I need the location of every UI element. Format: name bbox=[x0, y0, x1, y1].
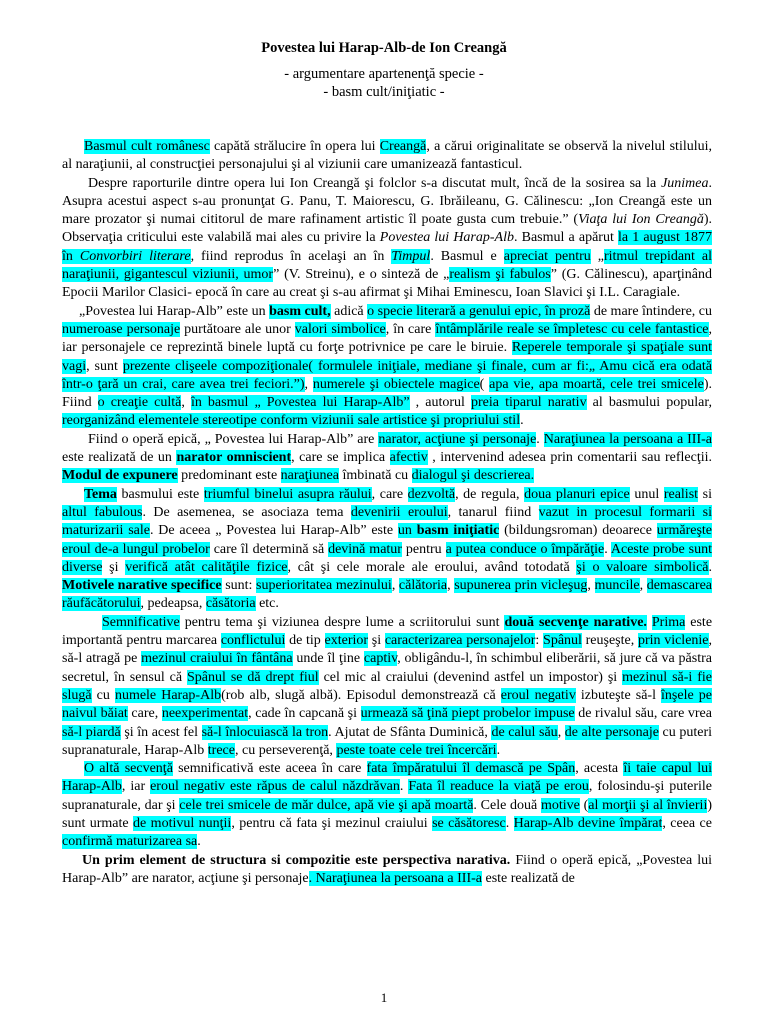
highlighted-text: peste toate cele trei încercări bbox=[336, 742, 497, 758]
highlighted-text: Motivele narative specifice bbox=[62, 578, 222, 594]
text-run: . Ajutat de Sfânta Duminică, bbox=[328, 724, 492, 740]
highlighted-text: să-l înlocuiască la tron bbox=[201, 724, 329, 740]
highlighted-text: numeroase personaje bbox=[62, 321, 181, 337]
text-run: „ bbox=[590, 248, 604, 264]
highlighted-text: Aceste probe sunt diverse bbox=[62, 541, 713, 575]
text-run: „Povestea lui Harap-Alb” este un bbox=[79, 303, 270, 319]
text-run: , autorul bbox=[409, 395, 471, 411]
text-run: etc. bbox=[255, 596, 279, 612]
text-run: , pentru că fata şi mezinul craiului bbox=[231, 815, 433, 831]
text-run: , bbox=[587, 578, 595, 594]
highlighted-text: caracterizarea personajelor bbox=[384, 633, 536, 649]
highlighted-text: valori simbolice bbox=[294, 321, 386, 337]
highlighted-text: înşele pe naivul băiat bbox=[62, 687, 712, 722]
text-run: Fiind o operă epică, „Povestea lui Harap-Alb” are narator, acţiune şi personaje bbox=[62, 852, 712, 886]
text-run: , care bbox=[371, 486, 408, 502]
highlighted-text: Modul de expunere bbox=[62, 468, 178, 484]
highlighted-text: de calul său bbox=[491, 724, 558, 740]
text-run: , intervenind adesea prin comentarii sau reflecţii. bbox=[427, 450, 712, 466]
text-run: , de regula, bbox=[455, 486, 525, 502]
highlighted-text: şi o valoare simbolică bbox=[576, 559, 709, 575]
text-run: , bbox=[447, 578, 455, 594]
highlighted-text: verifică atât calităţile fizice bbox=[125, 559, 288, 575]
highlighted-text: neexperimentat bbox=[161, 706, 249, 722]
text-run: . bbox=[496, 742, 501, 758]
highlighted-text: vazut in procesul formarii si maturizarii sale bbox=[62, 504, 712, 539]
text-run: al basmului popular, bbox=[586, 395, 712, 411]
paragraph bbox=[62, 175, 712, 303]
text-run: îmbinată cu bbox=[338, 468, 412, 484]
text-run: . bbox=[399, 779, 409, 795]
highlighted-text: să-l piardă bbox=[62, 724, 121, 740]
highlighted-text: întâmplările reale se împletesc cu cele fantastice bbox=[435, 321, 709, 337]
text-run: ). Fiind bbox=[62, 376, 713, 411]
highlighted-text: dialogul şi descrierea. bbox=[411, 468, 535, 484]
text-run: , care se implica bbox=[291, 450, 390, 466]
highlighted-text: Semnificative bbox=[102, 614, 180, 630]
highlighted-text: Creangă bbox=[379, 139, 427, 154]
text-run: Povestea lui Harap-Alb bbox=[379, 230, 514, 246]
highlighted-text: triumful binelui asupra răului bbox=[203, 486, 372, 502]
highlighted-text: cele trei smicele de măr dulce, apă vie şi apă moartă bbox=[179, 797, 474, 813]
text-run: de rivalul său, care vrea bbox=[574, 706, 712, 722]
text-run: reuşeşte, bbox=[581, 633, 638, 649]
text-run: ). Observaţia criticului este valabilă mai ales cu privire la bbox=[62, 212, 712, 246]
text-run: Junimea bbox=[661, 175, 709, 191]
text-run: ” (V. Streinu), e o sinteză de „ bbox=[273, 267, 450, 283]
text-run: , iar personajele ce reprezintă binele luptă cu forţe potrivnice pe care le biruie. bbox=[62, 321, 712, 356]
highlighted-text: basm iniţiatic bbox=[416, 523, 500, 539]
text-run: , folosindu-şi puterile supranaturale, dar şi bbox=[62, 779, 712, 813]
highlighted-text: Prima bbox=[651, 614, 686, 630]
text-run: . De aceea „ Povestea lui Harap-Alb” este bbox=[149, 523, 398, 539]
highlighted-text: un bbox=[397, 523, 417, 539]
text-run: , sunt bbox=[86, 358, 123, 374]
text-run: basmului este bbox=[116, 486, 204, 502]
highlighted-text: o creaţie cultă bbox=[97, 395, 182, 411]
text-run: este realizată de bbox=[482, 870, 575, 886]
highlighted-text: două secvenţe narative. bbox=[504, 614, 647, 630]
highlighted-text: . Naraţiunea la persoana a III-a bbox=[308, 870, 482, 886]
highlighted-text: apreciat pentru bbox=[503, 248, 591, 264]
text-run: cel mic al craiului (devenind astfel un impostor) şi bbox=[318, 669, 623, 685]
page-number: 1 bbox=[380, 990, 388, 1005]
text-run: si bbox=[698, 486, 712, 502]
highlighted-text: al morţii şi al învierii bbox=[588, 797, 708, 813]
highlighted-text: naraţiunea bbox=[280, 468, 339, 484]
text-run: : bbox=[535, 633, 544, 649]
text-run: , cade în capcană şi bbox=[248, 706, 361, 722]
text-run: , în care bbox=[385, 321, 436, 337]
highlighted-text: narator, acţiune şi personaje bbox=[378, 431, 537, 447]
highlighted-text: urmează să ţină piept probelor impuse bbox=[360, 706, 575, 722]
text-run: de tip bbox=[285, 633, 325, 649]
highlighted-text: călătoria bbox=[398, 578, 448, 594]
document-subtitle: - argumentare apartenenţă specie - bbox=[284, 66, 484, 82]
highlighted-text: Tema bbox=[84, 486, 117, 502]
highlighted-text: captiv bbox=[363, 651, 398, 667]
text-run: este importantă pentru marcarea bbox=[62, 614, 713, 649]
text-run: predominant este bbox=[177, 468, 281, 484]
highlighted-text: numerele şi obiectele magice bbox=[312, 376, 480, 392]
text-run: , bbox=[557, 724, 565, 740]
text-run: este realizată de un bbox=[62, 450, 177, 466]
document-title: Povestea lui Harap-Alb-de Ion Creangă bbox=[261, 40, 507, 56]
highlighted-text: Spânul se dă drept fiul bbox=[187, 669, 319, 685]
highlighted-text: Basmul cult românesc bbox=[84, 139, 210, 154]
highlighted-text: eroul negativ bbox=[500, 687, 576, 703]
paragraph bbox=[62, 760, 712, 851]
text-run: cu bbox=[91, 687, 115, 703]
highlighted-text: fata împăratului îl demască pe Spân bbox=[366, 761, 576, 777]
highlighted-text: mezinul craiului în fântâna bbox=[141, 651, 293, 667]
highlighted-text: numele Harap-Alb bbox=[114, 687, 222, 703]
highlighted-text: Reperele temporale şi spaţiale sunt vagi bbox=[62, 340, 712, 374]
highlighted-text: căsătoria bbox=[205, 596, 256, 612]
text-run: unul bbox=[629, 486, 664, 502]
highlighted-text: Timpul bbox=[391, 248, 431, 264]
text-run: ) sunt urmate bbox=[62, 797, 713, 831]
text-run: , acesta bbox=[575, 761, 624, 777]
highlighted-text: prin viclenie bbox=[637, 633, 709, 649]
highlighted-text: doua planuri epice bbox=[524, 486, 630, 502]
text-run: , iar bbox=[121, 779, 151, 795]
text-run: izbuteşte să-l bbox=[575, 687, 662, 703]
highlighted-text: altul fabulous bbox=[62, 504, 143, 520]
paragraph bbox=[62, 486, 712, 614]
text-run: care îl determină să bbox=[209, 541, 329, 557]
highlighted-text: prezente clişeele compoziţionale( formulele iniţiale, mediane şi finale, cum ar fi:„ Amu cică era odată într-o ţară un crai, care avea trei feciori.”) bbox=[62, 358, 712, 392]
highlighted-text: Convorbiri literare bbox=[79, 248, 191, 264]
text-run: Un prim element de structura si compozitie este perspectiva narativa. bbox=[82, 852, 511, 868]
text-run: , pedeapsa, bbox=[140, 596, 206, 612]
text-run: ( bbox=[579, 797, 589, 813]
text-run: Fiind o operă epică, „ Povestea lui Harap-Alb” are bbox=[88, 431, 379, 447]
text-run: pentru bbox=[401, 541, 446, 557]
text-run: Viaţa lui Ion Creangă bbox=[578, 212, 704, 228]
text-run: purtătoare ale unor bbox=[180, 321, 295, 337]
text-run: . bbox=[536, 431, 544, 447]
highlighted-text: supunerea prin vicleşug bbox=[454, 578, 588, 594]
text-run: de mare întindere, cu bbox=[590, 303, 713, 319]
text-run: ( bbox=[479, 376, 490, 392]
highlighted-text: superioritatea mezinului bbox=[256, 578, 392, 594]
highlighted-text: îi taie capul lui Harap-Alb bbox=[62, 761, 712, 795]
text-run: capătă strălucire în opera lui bbox=[209, 139, 380, 154]
highlighted-text: urmăreşte eroul de-a lungul probelor bbox=[62, 523, 712, 557]
text-run: şi în acest fel bbox=[120, 724, 202, 740]
text-run: . bbox=[604, 541, 611, 557]
highlighted-text: în basmul „ Povestea lui Harap-Alb” bbox=[190, 395, 410, 411]
text-run: . Asupra acestui aspect s-au pronunţat G. Panu, T. Maiorescu, G. Ibrăileanu, G. Călinescu: „Ion Creangă este un mare prozator şi numai cititorul de mare rafinament artistic îl poate gusta cum trebuie.” ( bbox=[62, 175, 712, 228]
highlighted-text: ritmul trepidant al naraţiunii, gigantescul viziunii, umor bbox=[62, 248, 713, 283]
text-run: , bbox=[304, 376, 313, 392]
highlighted-text: de alte personaje bbox=[564, 724, 659, 740]
highlighted-text: motive bbox=[540, 797, 580, 813]
text-run: sunt: bbox=[221, 578, 257, 594]
text-run: , tanarul fiind bbox=[447, 504, 539, 520]
highlighted-text: Fata îl readuce la viaţă pe erou bbox=[408, 779, 589, 795]
text-run: , fiind reprodus în acelaşi an în bbox=[190, 248, 392, 264]
highlighted-text: muncile bbox=[594, 578, 640, 594]
text-run: , bbox=[391, 578, 399, 594]
text-run: . Basmul a apărut bbox=[514, 230, 618, 246]
highlighted-text: Spânul bbox=[543, 633, 582, 649]
text-run: . De asemenea, se asociaza tema bbox=[142, 504, 351, 520]
highlighted-text: realist bbox=[663, 486, 699, 502]
highlighted-text: o specie literară a genului epic, în proză bbox=[367, 303, 591, 319]
text-run: , cu perseverenţă, bbox=[234, 742, 337, 758]
text-run: şi bbox=[102, 559, 126, 575]
highlighted-text: reorganizând elementele stereotipe conform viziunii sale artistice şi propriului stil bbox=[62, 413, 521, 429]
text-run: şi bbox=[368, 633, 385, 649]
text-run: . bbox=[708, 559, 712, 575]
highlighted-text: devenirii eroului bbox=[350, 504, 448, 520]
paragraph bbox=[62, 852, 712, 889]
text-run: cu puteri supranaturale, Harap-Alb bbox=[62, 724, 712, 758]
paragraph bbox=[62, 614, 712, 760]
highlighted-text: de motivul nunţii bbox=[133, 815, 232, 831]
highlighted-text: conflictului bbox=[220, 633, 286, 649]
highlighted-text: O altă secvenţă bbox=[84, 761, 173, 777]
paragraph bbox=[62, 303, 712, 431]
text-run: , bbox=[181, 395, 191, 411]
highlighted-text: se căsătoresc bbox=[432, 815, 506, 831]
document-body bbox=[62, 138, 712, 888]
text-run: ” (G. Călinescu), aparţinând Epocii Marilor Clasici- epocă în care au creat şi s-au afirmat şi Mihai Eminescu, Ioan Slavici şi I.L. Caragiale. bbox=[62, 267, 712, 301]
text-run: pentru tema şi viziunea despre lume a scriitorului sunt bbox=[179, 614, 505, 630]
highlighted-text: demascarea răufăcătorului bbox=[62, 578, 713, 612]
text-run: adică bbox=[330, 303, 368, 319]
text-run: . Cele două bbox=[473, 797, 541, 813]
highlighted-text: preia tiparul narativ bbox=[471, 395, 587, 411]
highlighted-text: exterior bbox=[324, 633, 369, 649]
highlighted-text: confirmă maturizarea sa bbox=[62, 834, 198, 850]
text-run: . bbox=[505, 815, 514, 831]
paragraph bbox=[62, 138, 712, 175]
paragraph bbox=[62, 431, 712, 486]
highlighted-text: realism şi fabulos bbox=[449, 267, 551, 283]
text-run: , obligându-l, în schimbul eliberării, să jure că va păstra secretul, în sensul că bbox=[62, 651, 712, 685]
highlighted-text: a putea conduce o împărăţie bbox=[445, 541, 605, 557]
text-run: care, bbox=[127, 706, 162, 722]
highlighted-text: mezinul să-i fie slugă bbox=[62, 669, 712, 703]
text-run: semnificativă este aceea în care bbox=[172, 761, 367, 777]
text-run: Despre raporturile dintre opera lui Ion Creangă şi folclor s-a discutat mult, încă de la sosirea sa la bbox=[88, 175, 662, 191]
highlighted-text: Naraţiunea la persoana a III-a bbox=[543, 431, 712, 447]
text-run: . Basmul e bbox=[430, 248, 504, 264]
text-run: (rob alb, slugă albă). Episodul demonstrează că bbox=[221, 687, 501, 703]
text-run: unde îl ţine bbox=[292, 651, 364, 667]
highlighted-text: basm cult, bbox=[269, 303, 331, 319]
text-run: , cât şi cele morale ale eroului, având totodată bbox=[287, 559, 577, 575]
highlighted-text: la 1 august 1877 în bbox=[62, 230, 712, 264]
text-run: (bildungsroman) deoarece bbox=[499, 523, 657, 539]
highlighted-text: eroul negativ este răpus de calul năzdrăvan bbox=[150, 779, 400, 795]
text-run: , să-l atragă pe bbox=[62, 633, 713, 667]
highlighted-text: trece bbox=[207, 742, 235, 758]
text-run: . bbox=[520, 413, 524, 429]
text-run: , bbox=[639, 578, 647, 594]
highlighted-text: afectiv bbox=[389, 450, 428, 466]
highlighted-text: Harap-Alb devine împărat bbox=[513, 815, 663, 831]
text-run: , a cărui originalitate se observă la nivelul stilului, al naraţiunii, al construcţiei personajului şi al viziunii care umanizează fantasticul. bbox=[62, 139, 712, 173]
document-subtitle-genre: - basm cult/iniţiatic - bbox=[323, 84, 445, 100]
highlighted-text: dezvoltă bbox=[407, 486, 456, 502]
text-run: . bbox=[197, 834, 201, 850]
text-run: , ceea ce bbox=[662, 815, 712, 831]
highlighted-text: narator omniscient bbox=[176, 450, 292, 466]
highlighted-text: devină matur bbox=[328, 541, 402, 557]
highlighted-text: apa vie, apa moartă, cele trei smicele bbox=[489, 376, 704, 392]
